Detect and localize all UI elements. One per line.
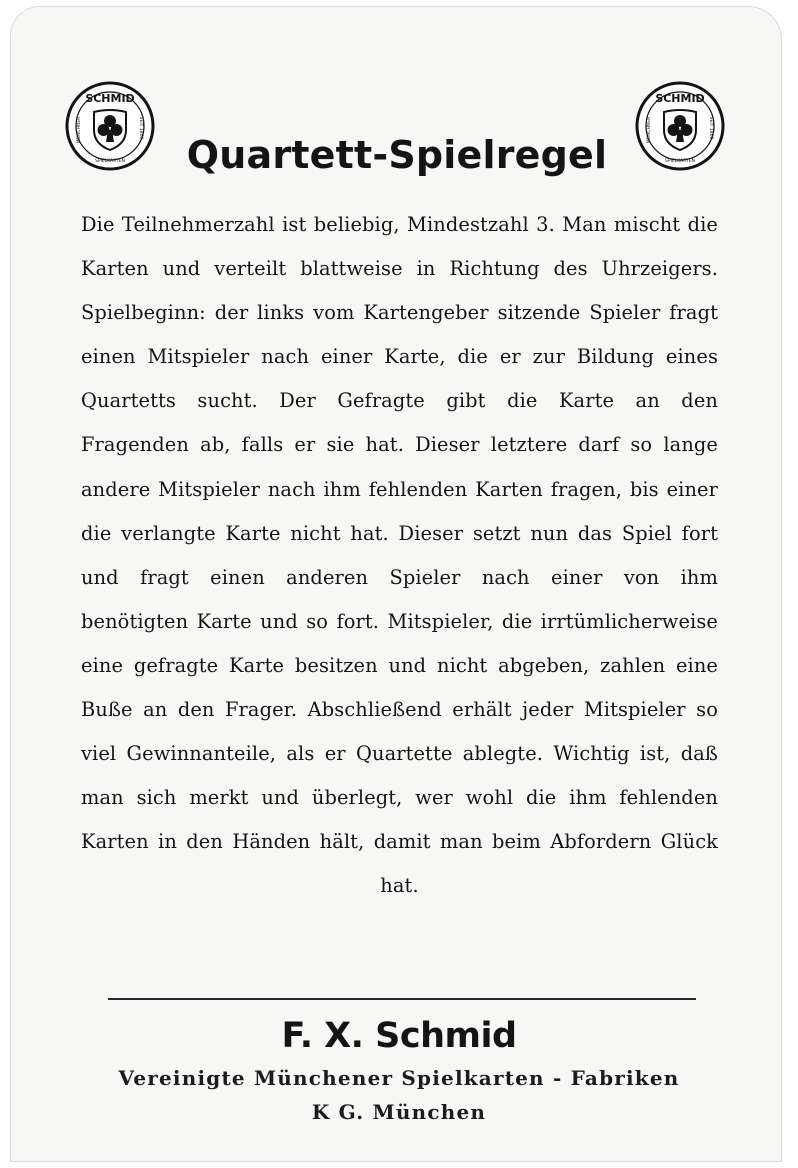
company-name: F. X. Schmid (281, 1016, 517, 1056)
schmid-logo-right (634, 80, 726, 172)
schmid-logo-left (64, 80, 156, 172)
logo-schmid-text: SCHMID (655, 92, 705, 105)
logo-right-arc-text: SEIT 1860 (708, 116, 713, 140)
logo-left-arc-text: MÜNCHNER (647, 116, 652, 144)
logo-left-arc-text: MÜNCHNER (77, 116, 82, 144)
divider-line (108, 998, 696, 1000)
logo-right-arc-text: SEIT 1860 (138, 116, 143, 140)
rules-paragraph: Die Teilnehmerzahl ist beliebig, Mindestzahl 3. Man mischt die Karten und verteilt blattweise in Richtung des Uhrzeigers. Spielbeginn: der links vom Kartengeber sitzende Spieler fragt einen Mitspieler nach einer Karte, die er zur Bildung eines Quartetts sucht. Der Gefragte gibt die Karte an den Fragenden ab, falls er sie hat. Dieser letztere darf so lange andere Mitspieler nach ihm fehlenden Karten fragen, bis einer die verlangte Karte nicht hat. Dieser setzt nun das Spiel fort und fragt einen anderen Spieler nach einer von ihm benötigten Karte und so fort. Mitspieler, die irrtümlicherweise eine gefragte Karte besitzen und nicht abgeben, zahlen eine Buße an den Frager. Abschließend erhält jeder Mitspieler so viel Gewinnanteile, als er Quartette ablegte. Wichtig ist, daß man sich merkt und überlegt, wer wohl die ihm fehlenden Karten in den Händen hält, damit man beim Abfordern Glück hat. (81, 213, 718, 898)
logo-bottom-arc-text: SPIELKARTEN (95, 159, 125, 164)
logo-schmid-text: SCHMID (85, 92, 135, 105)
company-location: K G. München (311, 1100, 487, 1124)
page-title: Quartett-Spielregel (186, 133, 608, 178)
logo-bottom-arc-text: SPIELKARTEN (665, 159, 695, 164)
company-subline: Vereinigte Münchener Spielkarten - Fabriken (118, 1066, 680, 1090)
